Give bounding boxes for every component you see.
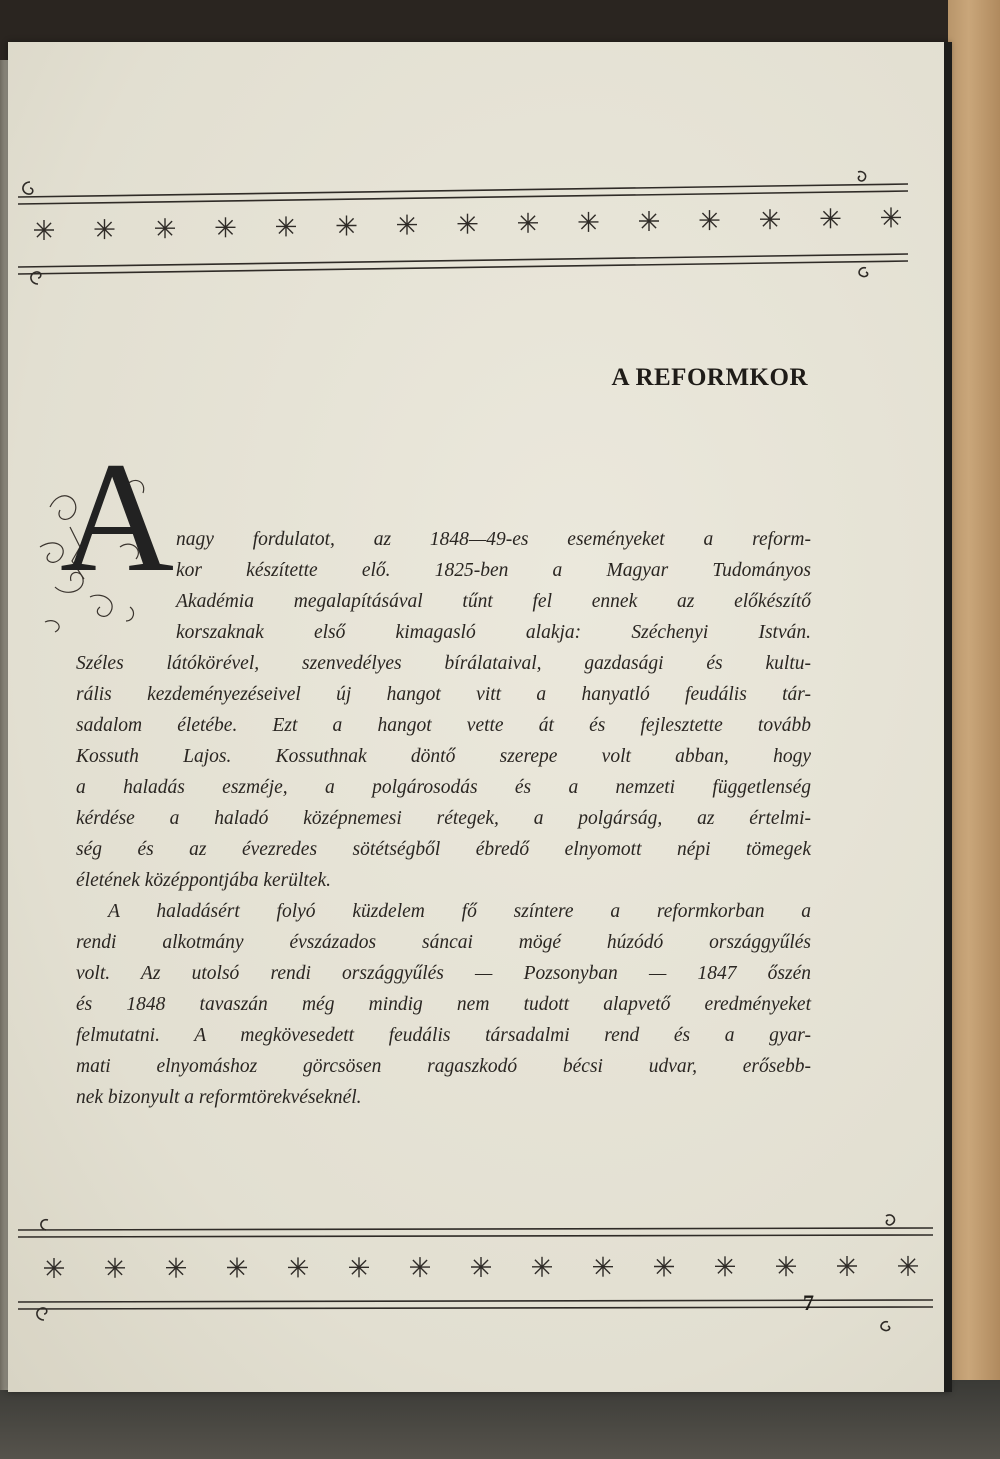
text-line: Akadémia megalapításával tűnt fel ennek az előkészítő <box>176 591 811 612</box>
text-line: nek bizonyult a reformtörekvéseknél. <box>76 1087 362 1108</box>
scroll-curl-icon <box>23 182 33 194</box>
asterisk-star-icon <box>458 214 478 234</box>
text-line: felmutatni. A megkövesedett feudális társadalmi rend és a gyar- <box>76 1025 811 1046</box>
bottom-ornamental-border <box>8 1192 950 1342</box>
book-page <box>8 42 950 1392</box>
asterisk-star-icon <box>532 1257 552 1277</box>
asterisk-star-icon <box>288 1257 308 1277</box>
body-text <box>76 524 811 1113</box>
text-line: korszaknak első kimagasló alakja: Széchenyi István. <box>176 622 811 643</box>
dropcap-letter: A <box>60 430 175 605</box>
asterisk-star-icon <box>276 216 296 236</box>
asterisk-star-icon <box>518 213 538 233</box>
text-line: volt. Az utolsó rendi országgyűlés — Pozsonyban — 1847 őszén <box>76 963 811 984</box>
asterisk-star-icon <box>34 220 54 240</box>
desk-surface <box>948 0 1000 1459</box>
text-line: ség és az évezredes sötétségből ébredő elnyomott népi tömegek <box>76 839 811 860</box>
asterisk-star-icon <box>579 212 599 232</box>
asterisk-star-icon <box>227 1258 247 1278</box>
top-ornamental-border <box>8 142 950 292</box>
asterisk-star-icon <box>95 219 115 239</box>
page-number: 7 <box>803 1290 814 1315</box>
asterisk-star-icon <box>471 1257 491 1277</box>
asterisk-star-icon <box>216 217 236 237</box>
asterisk-star-icon <box>105 1258 125 1278</box>
text-line: kérdése a haladó középnemesi rétegek, a polgárság, az értelmi- <box>76 808 811 829</box>
asterisk-star-icon <box>639 211 659 231</box>
text-line: Kossuth Lajos. Kossuthnak döntő szerepe volt abban, hogy <box>76 746 811 767</box>
asterisk-star-icon <box>349 1257 369 1277</box>
page-edge-shadow <box>944 42 952 1392</box>
asterisk-star-icon <box>760 209 780 229</box>
text-line: rendi alkotmány évszázados sáncai mögé húzódó országgyűlés <box>76 932 811 953</box>
asterisk-star-icon <box>397 215 417 235</box>
text-line: A haladásért folyó küzdelem fő színtere a reformkorban a <box>108 901 811 922</box>
asterisk-star-icon <box>837 1256 857 1276</box>
text-line: rális kezdeményezéseivel új hangot vitt a hanyatló feudális tár- <box>76 684 811 705</box>
text-line: kor készítette elő. 1825-ben a Magyar Tudományos <box>176 560 811 581</box>
page-title: A REFORMKOR <box>611 364 808 391</box>
text-line: Széles látókörével, szenvedélyes bírálataival, gazdasági és kultu- <box>76 653 811 674</box>
asterisk-star-icon <box>654 1257 674 1277</box>
asterisk-star-icon <box>898 1256 918 1276</box>
text-line: mati elnyomáshoz görcsösen ragaszkodó bécsi udvar, erősebb- <box>76 1056 811 1077</box>
asterisk-star-icon <box>337 216 357 236</box>
asterisk-star-icon <box>410 1257 430 1277</box>
text-line: sadalom életébe. Ezt a hangot vette át és fejlesztette tovább <box>76 715 811 736</box>
text-line: és 1848 tavaszán még mindig nem tudott alapvető eredményeket <box>76 994 811 1015</box>
asterisk-star-icon <box>821 208 841 228</box>
asterisk-star-icon <box>155 218 175 238</box>
asterisk-star-icon <box>715 1256 735 1276</box>
asterisk-star-icon <box>166 1258 186 1278</box>
scroll-curl-icon <box>41 1220 48 1230</box>
text-line: életének középpontjába kerültek. <box>76 870 332 891</box>
asterisk-star-icon <box>593 1257 613 1277</box>
asterisk-star-icon <box>700 210 720 230</box>
asterisk-star-icon <box>776 1256 796 1276</box>
text-line: nagy fordulatot, az 1848—49-es eseményeket a reform- <box>176 529 811 550</box>
asterisk-star-icon <box>881 207 901 227</box>
asterisk-star-icon <box>44 1258 64 1278</box>
text-line: a haladás eszméje, a polgárosodás és a nemzeti függetlenség <box>76 777 811 798</box>
